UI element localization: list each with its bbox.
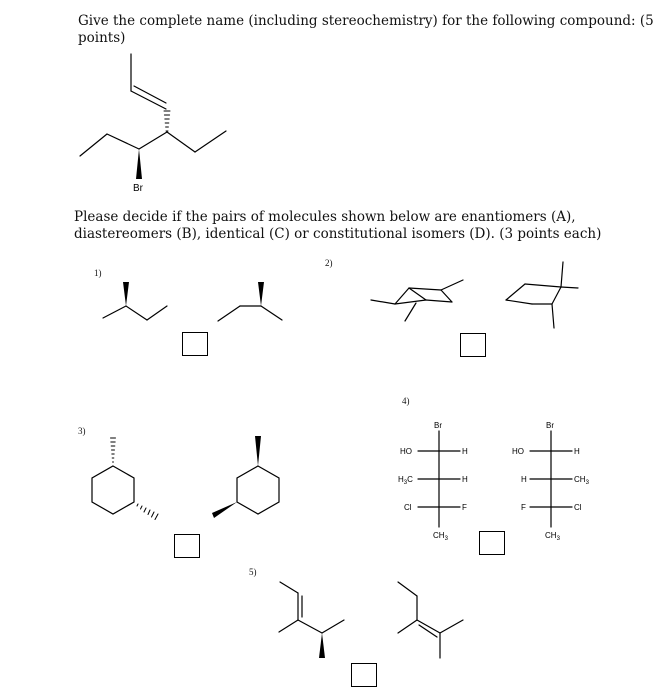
fischer-left-br: Br	[434, 421, 442, 430]
fischer-right-h: H	[574, 447, 580, 456]
problem-number-1: 1)	[94, 268, 102, 278]
question-1-text: Give the complete name (including stereochemistry) for the following compound: (5 points)	[78, 13, 654, 46]
pair-2-left-chair	[371, 280, 463, 321]
fischer-left-ch3: $CH_3$	[433, 531, 448, 542]
problem-number-3: 3)	[78, 426, 86, 436]
problem-number-5: 5)	[249, 567, 257, 577]
hash-bond	[164, 111, 170, 131]
pair-1-right-molecule	[218, 306, 282, 321]
pair-3-left-hash-down	[137, 504, 158, 520]
main-compound-structure	[80, 54, 226, 156]
fischer-right	[530, 431, 572, 527]
atom-labels	[133, 183, 590, 542]
fischer-right-br: Br	[546, 421, 554, 430]
fischer-right-cl: Cl	[574, 503, 582, 512]
fischer-left-h2: H	[462, 475, 468, 484]
fischer-right-ch3: $CH_3$	[545, 531, 560, 542]
fischer-right-f: F	[521, 503, 526, 512]
fischer-left-cl: Cl	[404, 503, 412, 512]
fischer-left-ho: HO	[400, 447, 412, 456]
bromine-label: Br	[133, 183, 143, 194]
fischer-right-ch3-side: $CH_3$	[574, 475, 589, 486]
pair-5-left-molecule	[279, 582, 344, 633]
question-2-text: Please decide if the pairs of molecules shown below are enantiomers (A), diastereomers (B), identical (C) or constitutional isomers (D). (3 points each)	[74, 209, 602, 242]
fischer-left	[418, 431, 460, 527]
fischer-right-h2: H	[521, 475, 527, 484]
fischer-left-h3c: $H_3C$	[398, 475, 413, 486]
pair-2-right-chair	[506, 262, 578, 328]
pair-5-right-molecule	[398, 582, 463, 658]
pair-1-left-molecule	[103, 306, 167, 320]
pair-3-right-ring	[237, 466, 279, 514]
fischer-right-ho: HO	[512, 447, 524, 456]
pair-3-left-ring	[92, 466, 134, 514]
problem-number-2: 2)	[325, 258, 333, 268]
fischer-left-h1: H	[462, 447, 468, 456]
problem-number-4: 4)	[402, 396, 410, 406]
wedge-bond	[136, 149, 142, 179]
fischer-left-f: F	[462, 503, 467, 512]
pair-3-left-hash-up	[111, 438, 116, 462]
